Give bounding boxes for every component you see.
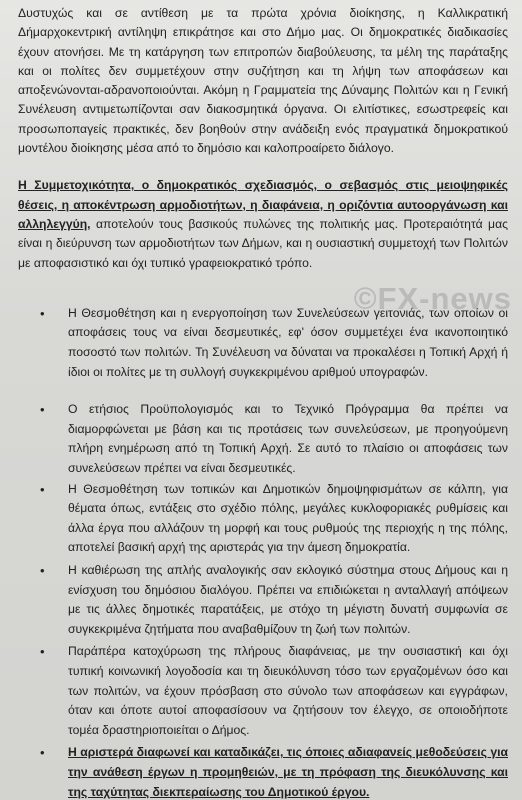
list-item-text: Η Θεσμοθέτηση των τοπικών και Δημοτικών δημοψηφισμάτων σε κάλπη, για θέματα όπως, εντάξεις στο σχέδιο πόλης, μεγάλες κυκλοφοριακές ρυθμίσεις και άλλα έργα που αλλάζουν τη μορφή και τους ρυθμούς της περιοχής η της πόλης, αποτελεί βασική αρχή της αριστεράς για την άμεση δημοκρατία.: [68, 481, 508, 555]
bullet-icon: •: [40, 745, 45, 761]
list-item: [18, 400, 508, 478]
list-item-text: Παράπέρα κατοχύρωση της πλήρους διαφάνειας, με την ουσιαστική και όχι τυπική κοινωνική λογοδοσία και τη διευκόλυνση τόσο των εργαζομένων όσο και των πολιτών, να έχουν πρόσβαση στο σύνολο των αποφάσεων και εγγράφων, όταν και όποτε αυτοί αποφασίσουν να ζητήσουν τον έλεγχο, σε οποιοδήποτε τομέα δραστηριοποιείται ο Δήμος.: [68, 644, 508, 737]
principles-paragraph: [18, 176, 508, 272]
bullet-icon: •: [40, 305, 45, 321]
list-item: [18, 642, 508, 740]
list-item: [18, 743, 508, 800]
list-item: [18, 480, 508, 558]
bullet-icon: •: [40, 481, 45, 497]
intro-paragraph: Δυστυχώς και σε αντίθεση με τα πρώτα χρόνια διοίκησης, η Καλλικρατική Δήμαρχοκεντρική αντίληψη επικράτησε και στο Δήμο μας. Οι δημοκρατικές διαδικασίες έχουν ατονήσει. Με τη κατάργηση των επιτροπών διαβούλευσης, τα μέλη της παράταξης και οι πολίτες δεν συμμετέχουν στην συζήτηση και τη λήψη των αποφάσεων και αποξενώνονται-αδρανοποιούνται. Ακόμη η Γραμματεία της Δύναμης Πολιτών και η Γενική Συνέλευση αντιμετωπίζονται σαν διακοσμητικά όργανα. Οι ελιτίστικες, εσωστρεφείς και προσωποπαγείς πρακτικές, δεν βοηθούν στην ανάδειξη ενός πραγματικά δημοκρατικού μοντέλου διοίκησης μέσα από το δημόσιο και καλοπροαίρετο διάλογο.: [18, 6, 508, 156]
bullet-icon: •: [40, 562, 45, 578]
bullet-icon: •: [40, 402, 45, 418]
principles-text: αποτελούν τους βασικούς πυλώνες της πολιτικής μας. Προτεραιότητά μας είναι η διεύρυνση των αρμοδιοτήτων των Δήμων, και η ουσιαστική συμμετοχή των Πολιτών με αποφασιστικό και όχι τυπικό γραφειοκρατικό τρόπο.: [18, 216, 508, 270]
bullet-icon: •: [40, 644, 45, 660]
list-item-text: Η καθιέρωση της απλής αναλογικής σαν εκλογικό σύστημα στους Δήμους και η ενίσχυση του δημόσιου διαλόγου. Πρέπει να επιδιώκεται η ανταλλαγή απόψεων με τις άλλες δημοτικές παρατάξεις, με στόχο τη μέγιστη δυνατή συμφωνία σε συγκεκριμένα ζητήματα που αναβαθμίζουν τη ζωή των πολιτών.: [68, 562, 508, 636]
list-item-text: Η Θεσμοθέτηση και η ενεργοποίηση των Συνελεύσεων γειτονιάς, των οποίων οι αποφάσεις τους να είναι δεσμευτικές, εφ' όσον συμμετέχει ένα ικανοποιητικό ποσοστό των πολιτών. Τη Συνέλευση να δύναται να προκαλέσει η Τοπική Αρχή ή ίδιοι οι πολίτες με τη συλλογή συγκεκριμένου αριθμού υπογραφών.: [68, 305, 508, 379]
list-item-text: Ο ετήσιος Προϋπολογισμός και το Τεχνικό Πρόγραμμα θα πρέπει να διαμορφώνεται με βάση και τις προτάσεις των συνελεύσεων, με προηγούμενη πλήρη ενημέρωση από τη Τοπική Αρχή. Σε αυτό το πλαίσιο οι αποφάσεις των συνελεύσεων πρέπει να είναι δεσμευτικές.: [68, 402, 508, 476]
list-item-text: Η αριστερά διαφωνεί και καταδικάζει, τις όποιες αδιαφανείς μεθοδεύσεις για την ανάθεση έργων η προμηθειών, με τη πρόφαση της διευκόλυνσης και της ταχύτητας διεκπεραίωσης του Δημοτικού έργου.: [68, 745, 508, 799]
principles-emphasis: Η Συμμετοχικότητα, ο δημοκρατικός σχεδιασμός, ο σεβασμός στις μειοψηφικές θέσεις, η αποκέντρωση αρμοδιοτήτων, η διαφάνεια, η οριζόντια αυτοοργάνωση και αλληλεγγύη,: [18, 178, 508, 231]
proposals-list: [18, 304, 508, 800]
watermark: ©FX-news: [353, 281, 512, 316]
list-item: [18, 561, 508, 639]
